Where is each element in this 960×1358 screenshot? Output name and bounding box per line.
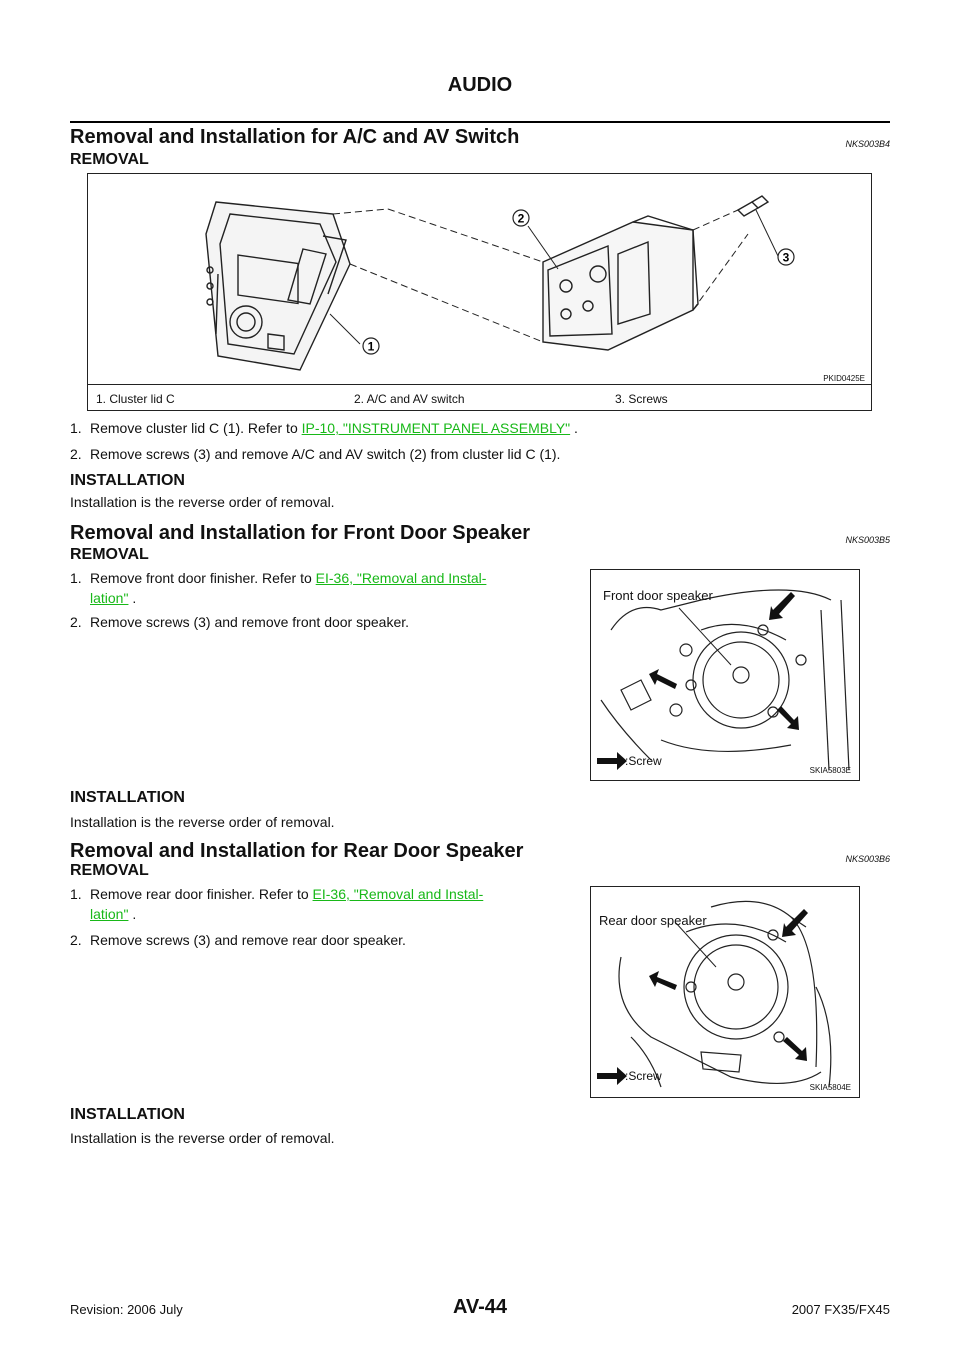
- legend-item-cluster-lid: 1. Cluster lid C: [96, 392, 175, 406]
- section-title-ac-av-switch: Removal and Installation for A/C and AV Switch: [70, 126, 520, 148]
- step-2: 2. Remove screws (3) and remove A/C and AV switch (2) from cluster lid C (1).: [70, 446, 561, 462]
- step-2: 2. Remove screws (3) and remove front door speaker.: [70, 614, 410, 630]
- model-name: 2007 FX35/FX45: [791, 1302, 890, 1317]
- page-title: AUDIO: [447, 74, 513, 96]
- ac-av-switch-diagram: [88, 174, 871, 384]
- section-code: NKS003B5: [845, 535, 890, 545]
- step-1: 1. Remove rear door finisher. Refer to EI-36, "Removal and Instal- lation" .: [70, 886, 484, 922]
- step-2: 2. Remove screws (3) and remove rear door speaker.: [70, 932, 406, 948]
- speaker-label: Front door speaker: [603, 588, 713, 603]
- removal-heading: REMOVAL: [70, 546, 149, 563]
- installation-heading: INSTALLATION: [70, 1106, 185, 1123]
- figure-code: SKIA5803E: [809, 766, 851, 775]
- callout-3: 3: [782, 250, 790, 265]
- callout-2: 2: [517, 211, 525, 226]
- header-rule: [70, 121, 890, 123]
- installation-text: Installation is the reverse order of removal.: [70, 814, 335, 830]
- installation-text: Installation is the reverse order of removal.: [70, 1130, 335, 1146]
- callout-1: 1: [367, 339, 375, 354]
- section-title-rear-door-speaker: Removal and Installation for Rear Door Speaker: [70, 840, 524, 862]
- page-number: AV-44: [452, 1296, 508, 1318]
- ei36-link[interactable]: EI-36, "Removal and Instal-: [312, 886, 484, 902]
- section-code: NKS003B4: [845, 139, 890, 149]
- ei36-link-continued[interactable]: lation": [90, 590, 129, 606]
- figure-code: SKIA5804E: [809, 1083, 851, 1092]
- installation-text: Installation is the reverse order of removal.: [70, 494, 335, 510]
- legend-item-switch: 2. A/C and AV switch: [354, 392, 465, 406]
- ei36-link-continued[interactable]: lation": [90, 906, 129, 922]
- section-code: NKS003B6: [845, 854, 890, 864]
- ip10-link[interactable]: IP-10, "INSTRUMENT PANEL ASSEMBLY": [301, 420, 571, 436]
- rear-door-speaker-figure: [590, 886, 860, 1098]
- revision-date: Revision: 2006 July: [70, 1302, 183, 1317]
- step-1: 1. Remove front door finisher. Refer to EI-36, "Removal and Instal- lation" .: [70, 570, 487, 606]
- speaker-label: Rear door speaker: [599, 913, 707, 928]
- ac-av-switch-figure: [87, 173, 872, 411]
- screw-legend: :Screw: [625, 754, 662, 768]
- installation-heading: INSTALLATION: [70, 789, 185, 806]
- section-title-front-door-speaker: Removal and Installation for Front Door Speaker: [70, 522, 531, 544]
- removal-heading: REMOVAL: [70, 151, 149, 168]
- removal-heading: REMOVAL: [70, 862, 149, 879]
- installation-heading: INSTALLATION: [70, 472, 185, 489]
- legend-item-screws: 3. Screws: [615, 392, 668, 406]
- ei36-link[interactable]: EI-36, "Removal and Instal-: [315, 570, 487, 586]
- step-1: 1. Remove cluster lid C (1). Refer to IP-10, "INSTRUMENT PANEL ASSEMBLY" .: [70, 420, 578, 436]
- front-door-speaker-figure: [590, 569, 860, 781]
- screw-legend: :Screw: [625, 1069, 662, 1083]
- figure-code: PKID0425E: [823, 374, 865, 383]
